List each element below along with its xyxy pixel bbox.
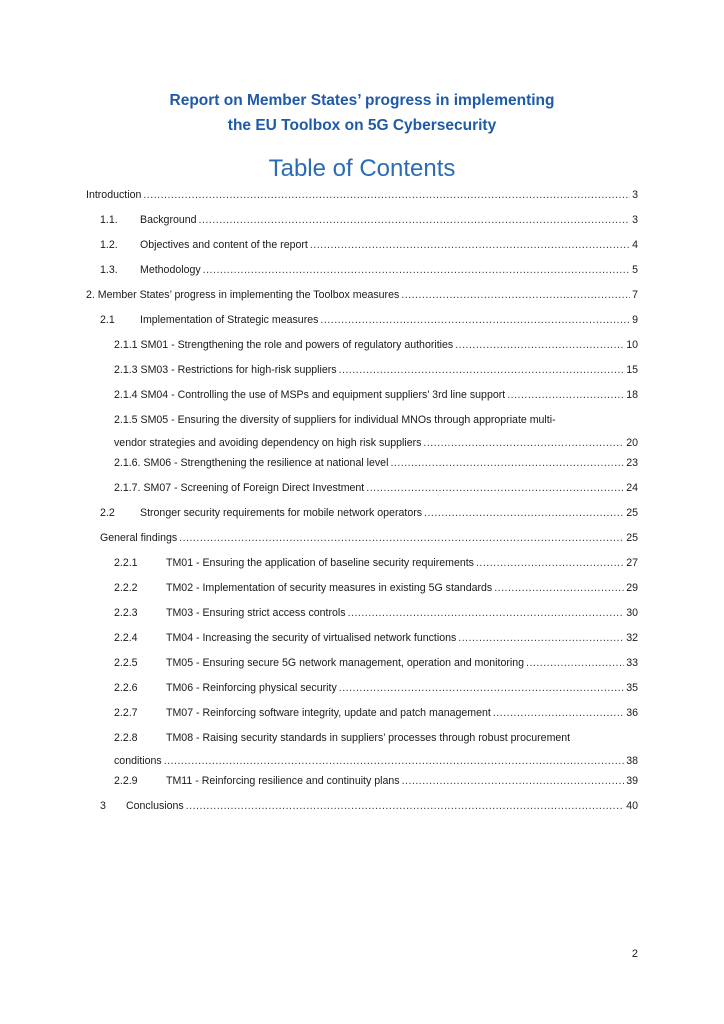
toc-leader-dots: [143, 189, 630, 202]
toc-leader-dots: [348, 607, 625, 620]
toc-entry-page: 38: [626, 755, 638, 767]
report-title-line-1: Report on Member States’ progress in implementing: [169, 92, 555, 109]
toc-entry-1-2[interactable]: [100, 239, 638, 252]
toc-leader-dots: [199, 214, 631, 227]
toc-entry-page: 7: [632, 289, 638, 301]
toc-entry-text: 2.1.6. SM06 - Strengthening the resilience at national level: [114, 457, 389, 469]
toc-entry-text: 2. Member States’ progress in implementing the Toolbox measures: [86, 289, 400, 301]
toc-entry-page: 18: [626, 389, 638, 401]
toc-entry-page: 27: [626, 557, 638, 569]
toc-entry-page: 10: [626, 339, 638, 351]
toc-entry-2-2-6[interactable]: [114, 682, 638, 695]
toc-entry-page: 32: [626, 632, 638, 644]
toc-leader-dots: [476, 557, 624, 570]
toc-entry-number: 1.2.: [100, 239, 118, 251]
toc-entry-2-2-2[interactable]: [114, 582, 638, 595]
toc-entry-text: TM08 - Raising security standards in suppliers’ processes through robust procurement: [166, 732, 571, 744]
toc-entry-number: 2.2.1: [114, 557, 138, 569]
toc-leader-dots: [320, 314, 630, 327]
toc-entry-text: Introduction: [86, 189, 142, 201]
toc-entry-number: 2.1: [100, 314, 115, 326]
toc-entry-text: Stronger security requirements for mobile network operators: [140, 507, 423, 519]
toc-leader-dots: [390, 457, 624, 470]
toc-entry-number: 3: [100, 800, 106, 812]
toc-entry-general-findings[interactable]: [100, 532, 638, 545]
toc-entry-2-2-8[interactable]: [114, 732, 638, 768]
toc-entry-text-continued: conditions: [114, 755, 162, 767]
toc-entry-2-2-7[interactable]: [114, 707, 638, 720]
toc-entry-3[interactable]: [100, 800, 638, 813]
toc-entry-text: TM04 - Increasing the security of virtualised network functions: [166, 632, 457, 644]
toc-leader-dots: [424, 507, 624, 520]
toc-entry-number: 2.2.9: [114, 775, 138, 787]
toc-entry-2-1-4[interactable]: [114, 389, 638, 402]
toc-entry-text: 2.1.3 SM03 - Restrictions for high-risk suppliers: [114, 364, 337, 376]
toc-leader-dots: [458, 632, 624, 645]
toc-entry-2-2-9[interactable]: [114, 775, 638, 788]
toc-entry-number: 1.3.: [100, 264, 118, 276]
toc-entry-page: 15: [626, 364, 638, 376]
toc-entry-page: 4: [632, 239, 638, 251]
toc-entry-number: 2.2.2: [114, 582, 138, 594]
toc-leader-dots: [494, 582, 624, 595]
toc-entry-text: TM05 - Ensuring secure 5G network management, operation and monitoring: [166, 657, 525, 669]
toc-heading: Table of Contents: [268, 155, 456, 182]
toc-entry-text: General findings: [100, 532, 178, 544]
toc-leader-dots: [339, 364, 625, 377]
toc-entry-text: 2.1.7. SM07 - Screening of Foreign Direct Investment: [114, 482, 365, 494]
toc-entry-2-2-3[interactable]: [114, 607, 638, 620]
toc-entry-text: Conclusions: [126, 800, 184, 812]
toc-entry-2-2-4[interactable]: [114, 632, 638, 645]
toc-entry-page: 25: [626, 532, 638, 544]
page-number: 2: [631, 948, 638, 960]
toc-entry-text: Background: [140, 214, 197, 226]
toc-entry-page: 30: [626, 607, 638, 619]
toc-entry-number: 2.2.3: [114, 607, 138, 619]
toc-entry-number: 2.2.7: [114, 707, 138, 719]
toc-entry-1-1[interactable]: [100, 214, 638, 227]
toc-entry-page: 36: [626, 707, 638, 719]
toc-leader-dots: [203, 264, 630, 277]
toc-leader-dots: [186, 800, 624, 813]
toc-entry-number: 2.2.8: [114, 732, 138, 744]
toc-entry-1-3[interactable]: [100, 264, 638, 277]
toc-leader-dots: [423, 437, 624, 450]
toc-entry-text: TM07 - Reinforcing software integrity, update and patch management: [166, 707, 491, 719]
toc-entry-2-1[interactable]: [100, 314, 638, 327]
toc-leader-dots: [310, 239, 630, 252]
toc-entry-text: Implementation of Strategic measures: [140, 314, 319, 326]
toc-entry-text: 2.1.5 SM05 - Ensuring the diversity of suppliers for individual MNOs through appropriate multi-: [114, 414, 556, 426]
toc-entry-page: 25: [626, 507, 638, 519]
toc-entry-text-continued: vendor strategies and avoiding dependency on high risk suppliers: [114, 437, 422, 449]
report-title: [0, 88, 724, 138]
toc-entry-text: TM11 - Reinforcing resilience and continuity plans: [166, 775, 400, 787]
toc-entry-page: 24: [626, 482, 638, 494]
toc-entry-page: 40: [626, 800, 638, 812]
toc-entry-2-1-5[interactable]: [114, 414, 638, 450]
toc-entry-2-1-7[interactable]: [114, 482, 638, 495]
toc-leader-dots: [526, 657, 624, 670]
toc-leader-dots: [507, 389, 624, 402]
toc-leader-dots: [401, 289, 630, 302]
toc-entry-introduction[interactable]: [86, 189, 638, 202]
toc-entry-page: 29: [626, 582, 638, 594]
toc-entry-text: Objectives and content of the report: [140, 239, 308, 251]
toc-entry-page: 39: [626, 775, 638, 787]
toc-entry-text: 2.1.1 SM01 - Strengthening the role and powers of regulatory authorities: [114, 339, 454, 351]
report-title-line-2: the EU Toolbox on 5G Cybersecurity: [227, 117, 497, 134]
toc-entry-2-1-6[interactable]: [114, 457, 638, 470]
toc-leader-dots: [493, 707, 624, 720]
toc-entry-page: 3: [632, 189, 638, 201]
toc-entry-page: 33: [626, 657, 638, 669]
toc-leader-dots: [402, 775, 625, 788]
toc-entry-2[interactable]: [86, 289, 638, 302]
toc-entry-page: 35: [626, 682, 638, 694]
toc-leader-dots: [164, 755, 625, 768]
toc-entry-2-2-5[interactable]: [114, 657, 638, 670]
toc-entry-page: 23: [626, 457, 638, 469]
toc-leader-dots: [455, 339, 624, 352]
toc-entry-2-2-1[interactable]: [114, 557, 638, 570]
toc-entry-number: 2.2.4: [114, 632, 138, 644]
toc-leader-dots: [366, 482, 624, 495]
toc-entry-number: 2.2.6: [114, 682, 138, 694]
toc-leader-dots: [339, 682, 624, 695]
toc-entry-page: 20: [626, 437, 638, 449]
toc-entry-page: 5: [632, 264, 638, 276]
toc-entry-number: 1.1.: [100, 214, 118, 226]
toc-entry-2-1-3[interactable]: [114, 364, 638, 377]
toc-entry-text: TM02 - Implementation of security measures in existing 5G standards: [166, 582, 493, 594]
toc-leader-dots: [179, 532, 624, 545]
toc-entry-2-2[interactable]: [100, 507, 638, 520]
toc-entry-text: TM06 - Reinforcing physical security: [166, 682, 337, 694]
toc-entry-text: TM03 - Ensuring strict access controls: [166, 607, 346, 619]
toc-entry-2-1-1[interactable]: [114, 339, 638, 352]
toc-entry-number: 2.2: [100, 507, 115, 519]
toc-entry-number: 2.2.5: [114, 657, 138, 669]
toc-entry-text: 2.1.4 SM04 - Controlling the use of MSPs and equipment suppliers’ 3rd line support: [114, 389, 506, 401]
toc-entry-text: Methodology: [140, 264, 201, 276]
toc-entry-page: 9: [632, 314, 638, 326]
toc-entry-page: 3: [632, 214, 638, 226]
toc-entry-text: TM01 - Ensuring the application of baseline security requirements: [166, 557, 474, 569]
